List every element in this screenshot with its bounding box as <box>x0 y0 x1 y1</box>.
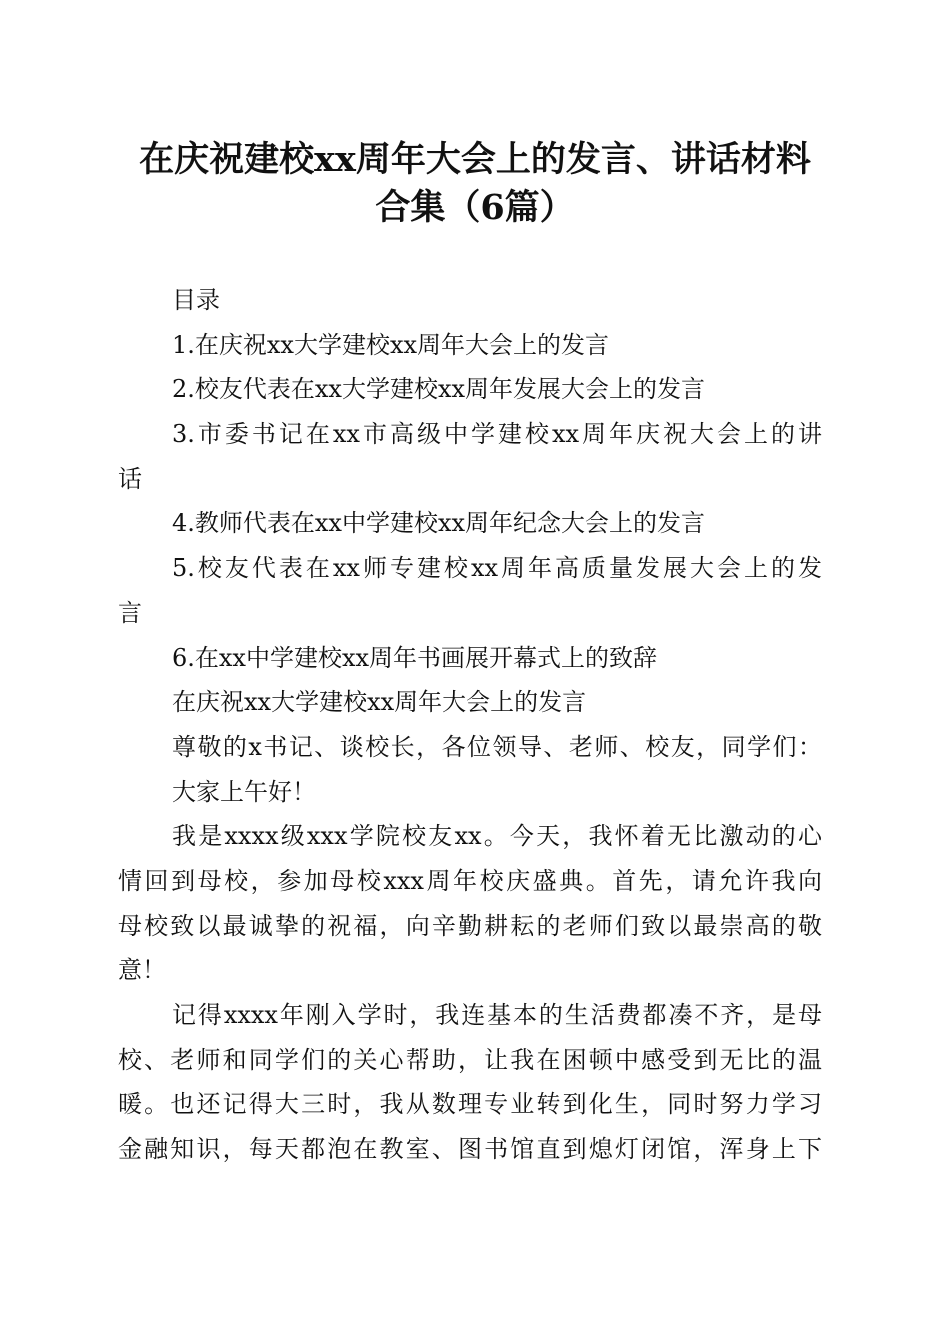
toc-item-4: 4.教师代表在xx中学建校xx周年纪念大会上的发言 <box>172 509 706 538</box>
paragraph-1-line: 意！ <box>118 956 166 985</box>
toc-item-6: 6.在xx中学建校xx周年书画展开幕式上的致辞 <box>172 643 658 672</box>
toc-heading: 目录 <box>172 286 220 314</box>
paragraph-1-line: 我是xxxx级xxx学院校友xx。今天，我怀着无比激动的心 <box>172 822 822 851</box>
paragraph-2-line: 校、老师和同学们的关心帮助，让我在困顿中感受到无比的温 <box>118 1045 822 1074</box>
paragraph-1-line: 母校致以最诚挚的祝福，向辛勤耕耘的老师们致以最崇高的敬 <box>118 911 822 940</box>
toc-item-1: 1.在庆祝xx大学建校xx周年大会上的发言 <box>172 330 610 359</box>
section-title: 在庆祝xx大学建校xx周年大会上的发言 <box>172 688 587 717</box>
paragraph-2-line: 暖。也还记得大三时，我从数理专业转到化生，同时努力学习 <box>118 1090 822 1119</box>
document-body <box>118 278 822 1172</box>
greeting: 大家上午好！ <box>172 777 316 806</box>
paragraph-1-line: 情回到母校，参加母校xxx周年校庆盛典。首先，请允许我向 <box>118 866 822 895</box>
toc-item-3-cont: 话 <box>118 464 142 493</box>
paragraph-2-line: 金融知识，每天都泡在教室、图书馆直到熄灯闭馆，浑身上下 <box>118 1135 822 1164</box>
title-line-2: 合集（6篇） <box>375 187 575 228</box>
toc-item-5-cont: 言 <box>118 598 142 627</box>
toc-item-3: 3.市委书记在xx市高级中学建校xx周年庆祝大会上的讲 <box>172 420 822 449</box>
salutation: 尊敬的x书记、谈校长，各位领导、老师、校友，同学们： <box>172 732 822 761</box>
toc-item-2: 2.校友代表在xx大学建校xx周年发展大会上的发言 <box>172 375 706 404</box>
paragraph-2-line: 记得xxxx年刚入学时，我连基本的生活费都凑不齐，是母 <box>172 1001 822 1029</box>
title-line-1: 在庆祝建校xx周年大会上的发言、讲话材料 <box>139 139 811 180</box>
toc-item-5: 5.校友代表在xx师专建校xx周年高质量发展大会上的发 <box>172 554 822 583</box>
document-title <box>100 136 850 232</box>
